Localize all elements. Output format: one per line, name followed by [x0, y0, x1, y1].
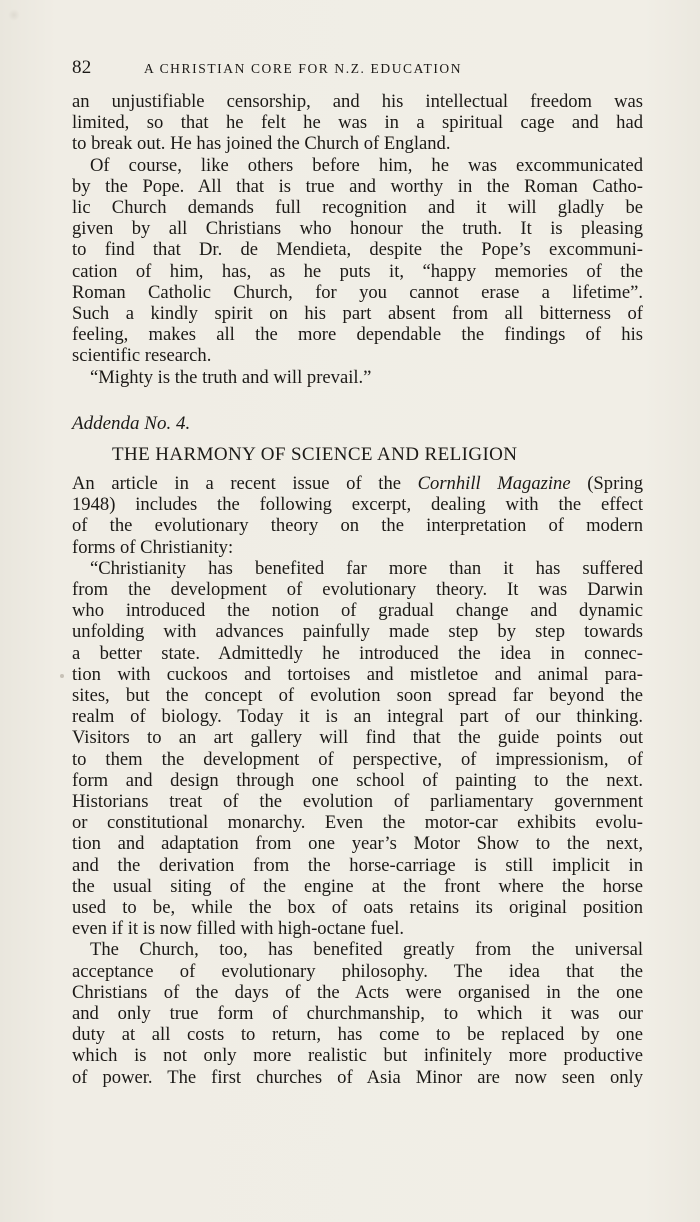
text-line: forms of Christianity:: [72, 536, 234, 558]
text-line: to find that Dr. de Mendieta, despite the Pope’s excommuni-: [72, 239, 643, 261]
page-number: 82: [72, 57, 92, 78]
text-line: form and design through one school of painting to the next.: [72, 769, 643, 791]
text-line: feeling, makes all the more dependable the findings of his: [72, 324, 643, 346]
text-line: cation of him, has, as he puts it, “happy memories of the: [72, 260, 643, 282]
text-line: who introduced the notion of gradual change and dynamic: [72, 600, 643, 622]
text-line: to break out. He has joined the Church of England.: [72, 133, 451, 155]
text-line: Such a kindly spirit on his part absent from all bitterness of: [72, 303, 643, 325]
text-line: of the evolutionary theory on the interpretation of modern: [72, 515, 643, 537]
text-line: from the development of evolutionary theory. It was Darwin: [72, 579, 643, 601]
running-head: [72, 57, 643, 81]
addenda-label: Addenda No. 4.: [72, 413, 191, 434]
text-line: Visitors to an art gallery will find that the guide points out: [72, 727, 643, 749]
text-line: unfolding with advances painfully made step by step towards: [72, 621, 643, 643]
margin-mark: [60, 674, 64, 678]
text-line: Historians treat of the evolution of parliamentary government: [72, 791, 643, 813]
running-title: A CHRISTIAN CORE FOR N.Z. EDUCATION: [144, 61, 463, 76]
text-line: an unjustifiable censorship, and his intellectual freedom was: [72, 91, 643, 112]
text-line: limited, so that he felt he was in a spiritual cage and had: [72, 112, 643, 134]
text-line: which is not only more realistic but infinitely more productive: [72, 1045, 643, 1067]
text-line: lic Church demands full recognition and it will gladly be: [72, 197, 643, 219]
text-line: “Mighty is the truth and will prevail.”: [90, 366, 372, 388]
intro-text: An article in a recent issue of the: [72, 473, 401, 494]
text-line: duty at all costs to return, has come to be replaced by one: [72, 1024, 643, 1046]
text-line: Of course, like others before him, he was excommunicated: [90, 154, 643, 176]
text-line: acceptance of evolutionary philosophy. The idea that the: [72, 960, 643, 982]
body-text-bottom: [72, 473, 643, 1088]
intro-text: (Spring: [587, 473, 643, 494]
text-line: the usual siting of the engine at the front where the horse: [72, 875, 643, 897]
text-line: Christians of the days of the Acts were organised in the one: [72, 981, 643, 1003]
magazine-title: Cornhill Magazine: [417, 473, 571, 494]
text-line: The Church, too, has benefited greatly from the universal: [90, 939, 643, 961]
text-line: 1948) includes the following excerpt, dealing with the effect: [72, 494, 643, 516]
text-line: to them the development of perspective, of impressionism, of: [72, 748, 643, 770]
body-text-top: [72, 91, 643, 388]
text-line: used to be, while the box of oats retains its original position: [72, 897, 643, 919]
text-line: tion and adaptation from one year’s Motor Show to the next,: [72, 833, 643, 855]
text-line: given by all Christians who honour the truth. It is pleasing: [72, 218, 643, 240]
text-line: realm of biology. Today it is an integral part of our thinking.: [72, 706, 643, 728]
text-line: even if it is now filled with high-octane fuel.: [72, 918, 405, 940]
text-line: or constitutional monarchy. Even the motor-car exhibits evolu-: [72, 812, 643, 834]
text-line: “Christianity has benefited far more than it has suffered: [90, 557, 643, 579]
text-line: sites, but the concept of evolution soon spread far beyond the: [72, 685, 643, 707]
text-line: scientific research.: [72, 345, 212, 367]
text-line: and the derivation from the horse-carriage is still implicit in: [72, 854, 643, 876]
paper-speck: [8, 9, 20, 21]
text-line: tion with cuckoos and tortoises and mistletoe and animal para-: [72, 663, 643, 685]
text-line: and only true form of churchmanship, to which it was our: [72, 1003, 643, 1025]
section-heading: THE HARMONY OF SCIENCE AND RELIGION: [112, 444, 518, 465]
text-line: [72, 473, 643, 494]
text-line: Roman Catholic Church, for you cannot erase a lifetime”.: [72, 281, 643, 303]
text-line: of power. The first churches of Asia Minor are now seen only: [72, 1066, 643, 1088]
text-line: a better state. Admittedly he introduced the idea in connec-: [72, 642, 643, 664]
text-line: by the Pope. All that is true and worthy in the Roman Catho-: [72, 175, 643, 197]
